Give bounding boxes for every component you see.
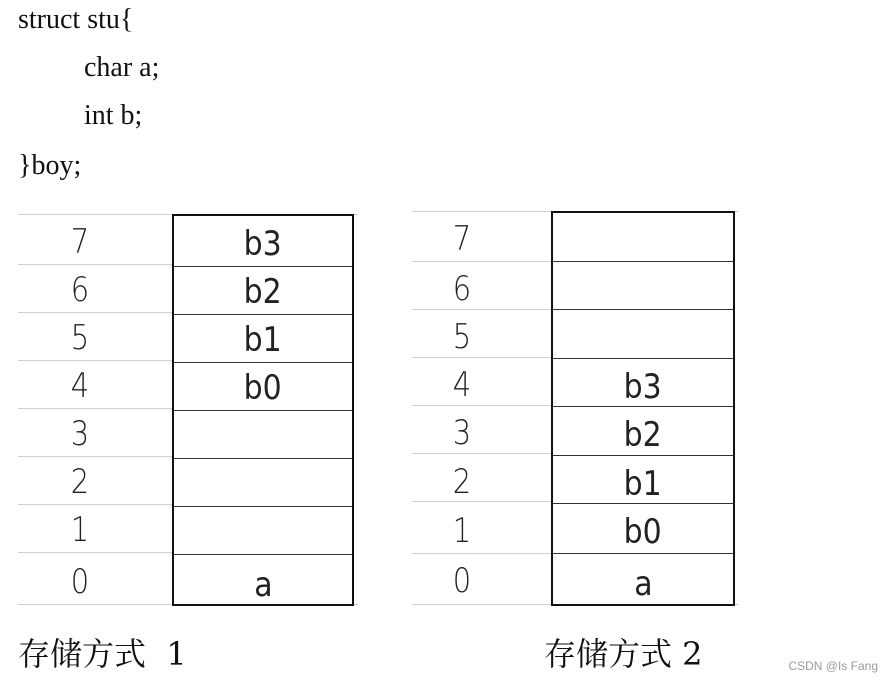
memory-layout-2 — [412, 211, 738, 606]
address-4: 4 — [452, 365, 472, 405]
memory-cell-1 — [174, 507, 352, 555]
address-1: 1 — [70, 510, 90, 550]
memory-cell-0: a — [253, 565, 273, 605]
code-line-close: }boy; — [18, 150, 82, 181]
address-1: 1 — [452, 511, 472, 551]
memory-box — [172, 214, 354, 606]
caption-storage-method-1: 存储方式 1 — [18, 635, 187, 673]
memory-cell-5 — [553, 309, 733, 357]
memory-cell-3 — [174, 411, 352, 459]
address-5: 5 — [452, 317, 472, 357]
code-line-int: int b; — [84, 100, 143, 131]
memory-cell-0: a — [633, 564, 653, 604]
address-7: 7 — [452, 219, 472, 259]
address-2: 2 — [70, 462, 90, 502]
memory-cell-2 — [174, 459, 352, 507]
memory-cell-4: b0 — [243, 368, 283, 408]
address-6: 6 — [70, 270, 90, 310]
address-4: 4 — [70, 366, 90, 406]
code-line-char: char a; — [84, 52, 160, 83]
memory-cell-3: b2 — [623, 415, 663, 455]
memory-cell-2: b1 — [623, 464, 663, 504]
memory-layout-1 — [18, 214, 358, 606]
memory-cell-1: b0 — [623, 512, 663, 552]
memory-cell-5: b1 — [243, 320, 283, 360]
memory-cell-7 — [553, 213, 733, 261]
memory-cell-4: b3 — [623, 367, 663, 407]
watermark: CSDN @Is Fang — [788, 659, 878, 673]
address-5: 5 — [70, 318, 90, 358]
address-3: 3 — [452, 413, 472, 453]
address-2: 2 — [452, 462, 472, 502]
address-0: 0 — [70, 562, 90, 602]
memory-cell-6: b2 — [243, 272, 283, 312]
code-line-struct: struct stu{ — [18, 4, 134, 35]
address-7: 7 — [70, 222, 90, 262]
address-6: 6 — [452, 269, 472, 309]
memory-cell-6 — [553, 261, 733, 309]
caption-storage-method-2: 存储方式 2 — [544, 635, 703, 673]
memory-cell-7: b3 — [243, 224, 283, 264]
address-3: 3 — [70, 414, 90, 454]
address-0: 0 — [452, 561, 472, 601]
memory-box — [551, 211, 735, 606]
